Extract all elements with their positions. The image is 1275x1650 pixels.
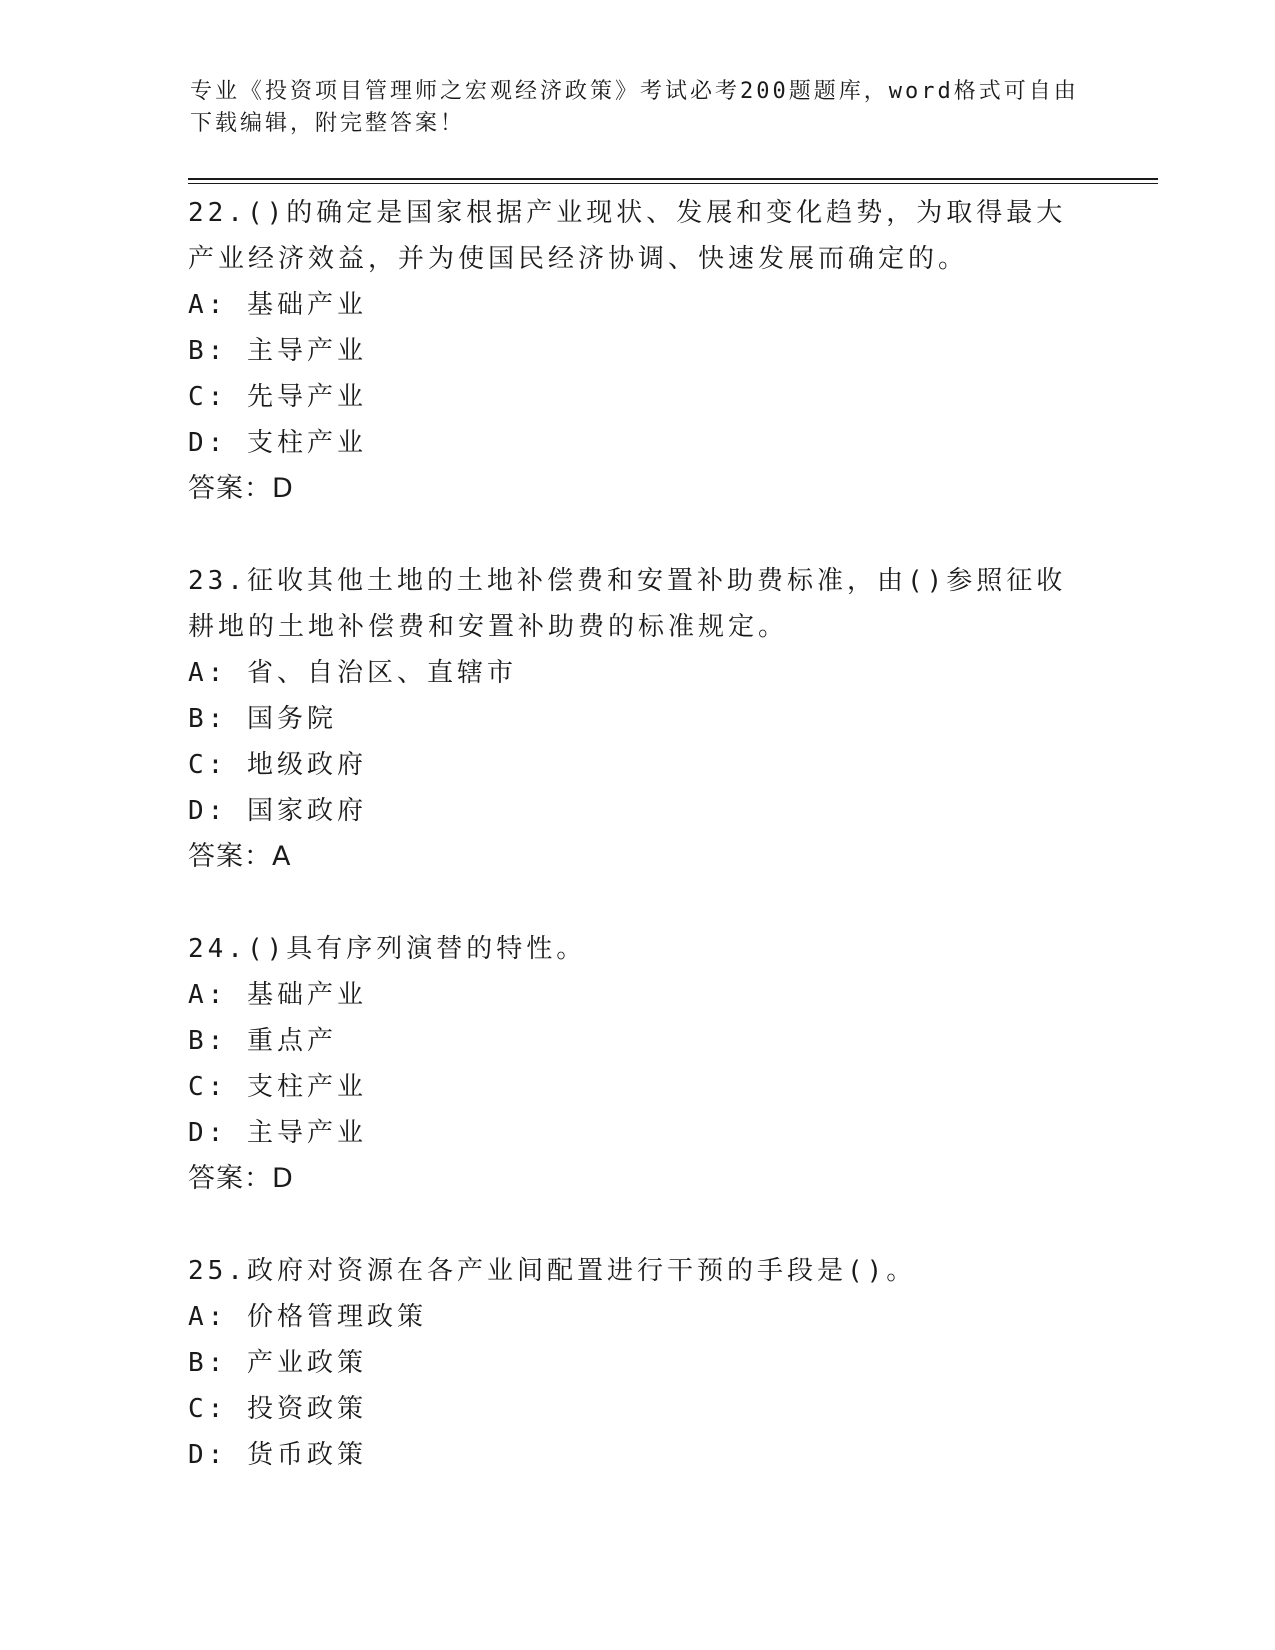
option-c: C: 投资政策 — [188, 1394, 367, 1424]
option-d: D: 支柱产业 — [188, 428, 367, 458]
option-a: A: 基础产业 — [188, 290, 367, 320]
answer-line: 答案：A — [188, 841, 292, 872]
option-b: B: 重点产 — [188, 1026, 337, 1056]
header-divider-thin — [188, 183, 1158, 184]
option-c: C: 地级政府 — [188, 750, 367, 780]
option-a: A: 基础产业 — [188, 980, 367, 1010]
question-list — [188, 190, 1088, 1524]
answer-line: 答案：D — [188, 473, 294, 504]
question-stem: 25.政府对资源在各产业间配置进行干预的手段是()。 — [188, 1256, 917, 1286]
question-23 — [188, 558, 1088, 880]
option-b: B: 主导产业 — [188, 336, 367, 366]
question-24 — [188, 926, 1088, 1202]
question-stem: 24.()具有序列演替的特性。 — [188, 934, 587, 964]
question-22 — [188, 190, 1088, 512]
option-c: C: 支柱产业 — [188, 1072, 367, 1102]
question-25 — [188, 1248, 1088, 1478]
document-header: 专业《投资项目管理师之宏观经济政策》考试必考200题题库，word格式可自由下载编辑，附完整答案！ — [190, 79, 1079, 136]
option-d: D: 货币政策 — [188, 1440, 367, 1470]
option-a: A: 价格管理政策 — [188, 1302, 427, 1332]
question-stem: 22.()的确定是国家根据产业现状、发展和变化趋势，为取得最大产业经济效益，并为使国民经济协调、快速发展而确定的。 — [188, 198, 1067, 274]
option-a: A: 省、自治区、直辖市 — [188, 658, 517, 688]
question-stem: 23.征收其他土地的土地补偿费和安置补助费标准，由()参照征收耕地的土地补偿费和安置补助费的标准规定。 — [188, 566, 1067, 642]
option-d: D: 国家政府 — [188, 796, 367, 826]
option-b: B: 产业政策 — [188, 1348, 367, 1378]
option-d: D: 主导产业 — [188, 1118, 367, 1148]
header-divider-thick — [188, 178, 1158, 180]
option-c: C: 先导产业 — [188, 382, 367, 412]
option-b: B: 国务院 — [188, 704, 337, 734]
answer-line: 答案：D — [188, 1163, 294, 1194]
